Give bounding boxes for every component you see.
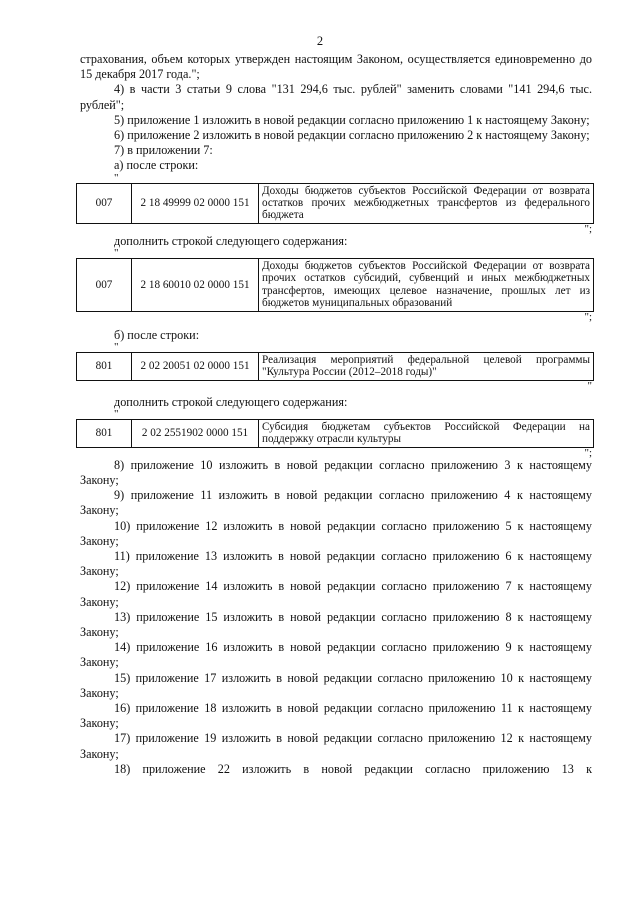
income-description: Реализация мероприятий федеральной целевой программы "Культура России (2012–2018 годы)"	[259, 352, 594, 380]
sub-item-b: б) после строки:	[114, 327, 200, 342]
item-17: 17) приложение 19 изложить в новой редакции согласно приложению 12 к настоящему Закону;	[80, 731, 592, 761]
table-row-3	[76, 352, 594, 381]
add-line-1: дополнить строкой следующего содержания:	[114, 233, 348, 248]
item-7: 7) в приложении 7:	[114, 143, 213, 158]
budget-code: 2 02 2551902 0000 151	[132, 419, 259, 447]
item-18: 18) приложение 22 изложить в новой редакции согласно приложению 13 к	[114, 761, 592, 776]
item-16: 16) приложение 18 изложить в новой редакции согласно приложению 11 к настоящему Закону;	[80, 700, 592, 731]
item-10: 10) приложение 12 изложить в новой редакции согласно приложению 5 к настоящему Закону;	[80, 518, 592, 548]
open-quote: "	[114, 171, 119, 184]
item-13: 13) приложение 15 изложить в новой редакции согласно приложению 8 к настоящему Закону;	[80, 609, 592, 639]
budget-code: 2 18 60010 02 0000 151	[132, 259, 259, 312]
income-description: Субсидия бюджетам субъектов Российской Федерации на поддержку отрасли культуры	[259, 419, 594, 447]
paragraph-continuation: страхования, объем которых утвержден настоящим Законом, осуществляется единовременно до 15 декабря 2017 года.";	[80, 52, 592, 82]
close-quote: ";	[584, 446, 592, 459]
item-4: 4) в части 3 статьи 9 слова "131 294,6 тыс. рублей" заменить словами "141 294,6 тыс. рублей";	[80, 82, 592, 112]
budget-code: 2 02 20051 02 0000 151	[132, 352, 259, 380]
item-15: 15) приложение 17 изложить в новой редакции согласно приложению 10 к настоящему Закону;	[80, 670, 592, 700]
table-row-2	[76, 258, 594, 312]
open-quote: "	[114, 340, 119, 353]
admin-code: 801	[77, 419, 132, 447]
table-row-1	[76, 183, 594, 224]
item-8: 8) приложение 10 изложить в новой редакции согласно приложению 3 к настоящему Закону;	[80, 457, 592, 487]
document-body	[80, 52, 592, 777]
item-9: 9) приложение 11 изложить в новой редакции согласно приложению 4 к настоящему Закону;	[80, 488, 592, 518]
admin-code: 007	[77, 183, 132, 223]
item-5: 5) приложение 1 изложить в новой редакции согласно приложению 1 к настоящему Закону;	[114, 112, 590, 127]
item-14: 14) приложение 16 изложить в новой редакции согласно приложению 9 к настоящему Закону;	[80, 640, 592, 670]
income-description: Доходы бюджетов субъектов Российской Федерации от возврата прочих остатков субсидий, субвенций и иных межбюджетных трансфертов, имеющих целевое назначение, прошлых лет из бюджетов муниципальных образований	[259, 259, 594, 312]
open-quote: "	[114, 247, 119, 260]
page-number: 2	[316, 34, 324, 48]
close-quote: ";	[584, 222, 592, 235]
admin-code: 007	[77, 259, 132, 312]
item-11: 11) приложение 13 изложить в новой редакции согласно приложению 6 к настоящему Закону;	[80, 548, 592, 579]
sub-item-a: а) после строки:	[114, 158, 199, 173]
add-line-2: дополнить строкой следующего содержания:	[114, 394, 348, 409]
open-quote: "	[114, 407, 119, 420]
table-row-4	[76, 419, 594, 448]
admin-code: 801	[77, 352, 132, 380]
budget-code: 2 18 49999 02 0000 151	[132, 183, 259, 223]
close-quote: "	[587, 379, 592, 392]
item-6: 6) приложение 2 изложить в новой редакции согласно приложению 2 к настоящему Закону;	[114, 128, 590, 143]
item-12: 12) приложение 14 изложить в новой редакции согласно приложению 7 к настоящему Закону;	[80, 579, 592, 609]
close-quote: ";	[584, 310, 592, 323]
income-description: Доходы бюджетов субъектов Российской Федерации от возврата остатков прочих межбюджетных трансфертов из федерального бюджета	[259, 183, 594, 223]
